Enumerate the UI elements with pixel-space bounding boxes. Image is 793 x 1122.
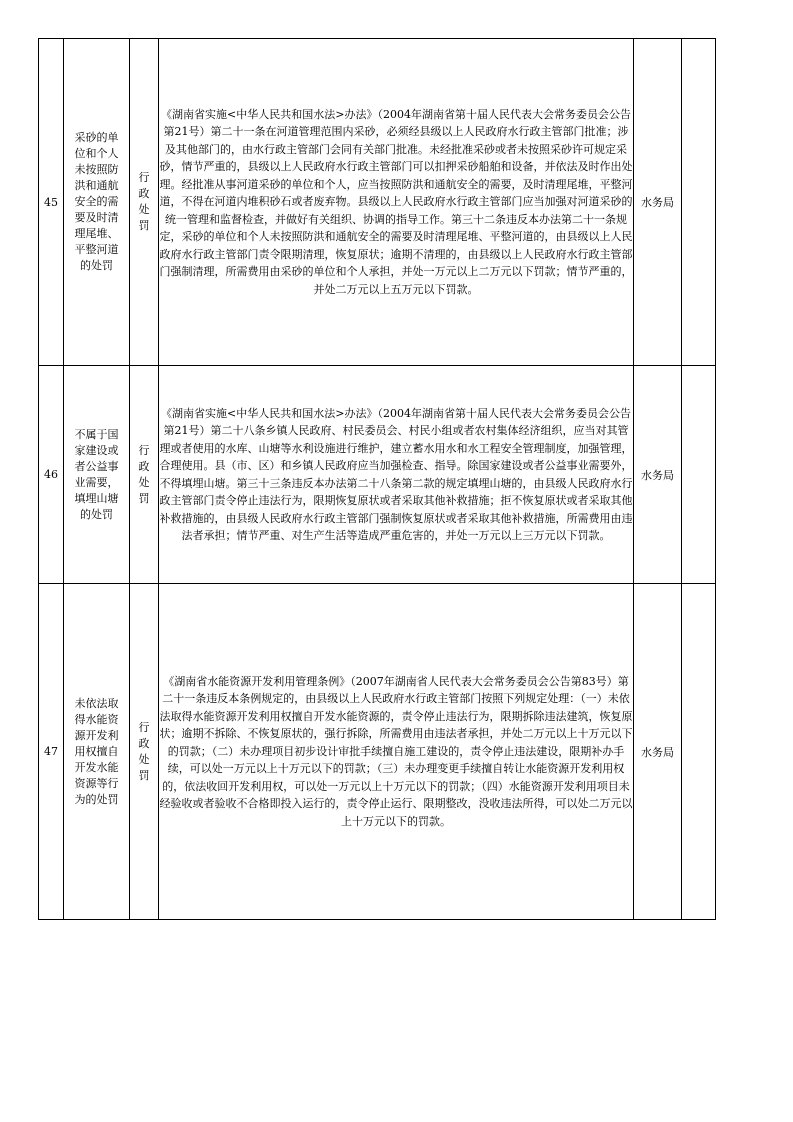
department: 水务局: [634, 39, 682, 366]
row-number: 47: [39, 584, 64, 920]
table-row: [39, 366, 716, 584]
row-number: 45: [39, 39, 64, 366]
remarks-cell: [682, 39, 716, 366]
remarks-cell: [682, 584, 716, 920]
legal-basis: 《湖南省实施<中华人民共和国水法>办法》（2004年湖南省第十届人民代表大会常务委员会公告第21号）第二十一条在河道管理范围内采砂，必须经县级以上人民政府水行政主管部门批准；涉及其他部门的，由水行政主管部门会同有关部门批准。未经批准采砂或者未按照采砂许可规定采砂，情节严重的，县级以上人民政府水行政主管部门可以扣押采砂船舶和设备，并依法及时作出处理。经批准从事河道采砂的单位和个人，应当按照防洪和通航安全的需要，及时清理尾堆，平整河道，不得在河道内堆积砂石或者废弃物。县级以上人民政府水行政主管部门应当加强对河道采砂的统一管理和监督检查，并做好有关组织、协调的指导工作。第三十二条违反本办法第二十一条规定，采砂的单位和个人未按照防洪和通航安全的需要及时清理尾堆、平整河道的，由县级以上人民政府水行政主管部门责令限期清理，恢复原状；逾期不清理的，由县级以上人民政府水行政主管部门强制清理，所需费用由采砂的单位和个人承担，并处一万元以上二万元以下罚款；情节严重的，并处二万元以上五万元以下罚款。: [159, 107, 633, 296]
row-number: 46: [39, 366, 64, 584]
remarks-cell: [682, 366, 716, 584]
item-name: 不属于国家建设或者公益事业需要，填埋山塘的处罚: [74, 427, 119, 521]
penalty-table: [38, 38, 716, 920]
item-type: 行政处罚: [138, 171, 150, 232]
item-type: 行政处罚: [138, 443, 150, 505]
item-type: 行政处罚: [138, 720, 150, 782]
legal-basis: 《湖南省实施<中华人民共和国水法>办法》（2004年湖南省第十届人民代表大会常务委员会公告第21号）第二十八条乡镇人民政府、村民委员会、村民小组或者农村集体经济组织，应当对其管理或者使用的水库、山塘等水利设施进行维护，建立蓄水用水和水工程安全管理制度，加强管理，合理使用。县（市、区）和乡镇人民政府应当加强检查、指导。除国家建设或者公益事业需要外，不得填埋山塘。第三十三条违反本办法第二十八条第二款的规定填埋山塘的，由县级人民政府水行政主管部门责令停止违法行为，限期恢复原状或者采取其他补救措施；拒不恢复原状或者采取其他补救措施的，由县级人民政府水行政主管部门强制恢复原状或者采取其他补救措施，所需费用由违法者承担；情节严重、对生产生活等造成严重危害的，并处一万元以上三万元以下罚款。: [159, 406, 633, 542]
department: 水务局: [634, 366, 682, 584]
department: 水务局: [634, 584, 682, 920]
item-name: 未依法取得水能资源开发利用权擅自开发水能资源等行为的处罚: [74, 696, 119, 806]
item-name: 采砂的单位和个人未按照防洪和通航安全的需要及时清理尾堆、平整河道的处罚: [74, 131, 119, 272]
legal-basis: 《湖南省水能资源开发利用管理条例》（2007年湖南省人民代表大会常务委员会公告第83号）第二十一条违反本条例规定的，由县级以上人民政府水行政主管部门按照下列规定处理：（一）未依法取得水能资源开发利用权擅自开发水能资源的，责令停止违法行为，限期拆除违法建筑，恢复原状；逾期不拆除、不恢复原状的，强行拆除，所需费用由违法者承担，并处二万元以上十万元以下的罚款；（二）未办理项目初步设计审批手续擅自施工建设的，责令停止违法建设，限期补办手续，可以处一万元以上十万元以下的罚款；（三）未办理变更手续擅自转让水能资源开发利用权的，依法收回开发利用权，可以处一万元以上十万元以下的罚款；（四）水能资源开发利用项目未经验收或者验收不合格即投入运行的，责令停止运行、限期整改，没收违法所得，可以处二万元以上十万元以下的罚款。: [159, 674, 633, 828]
table-row: [39, 39, 716, 366]
table-row: [39, 584, 716, 920]
